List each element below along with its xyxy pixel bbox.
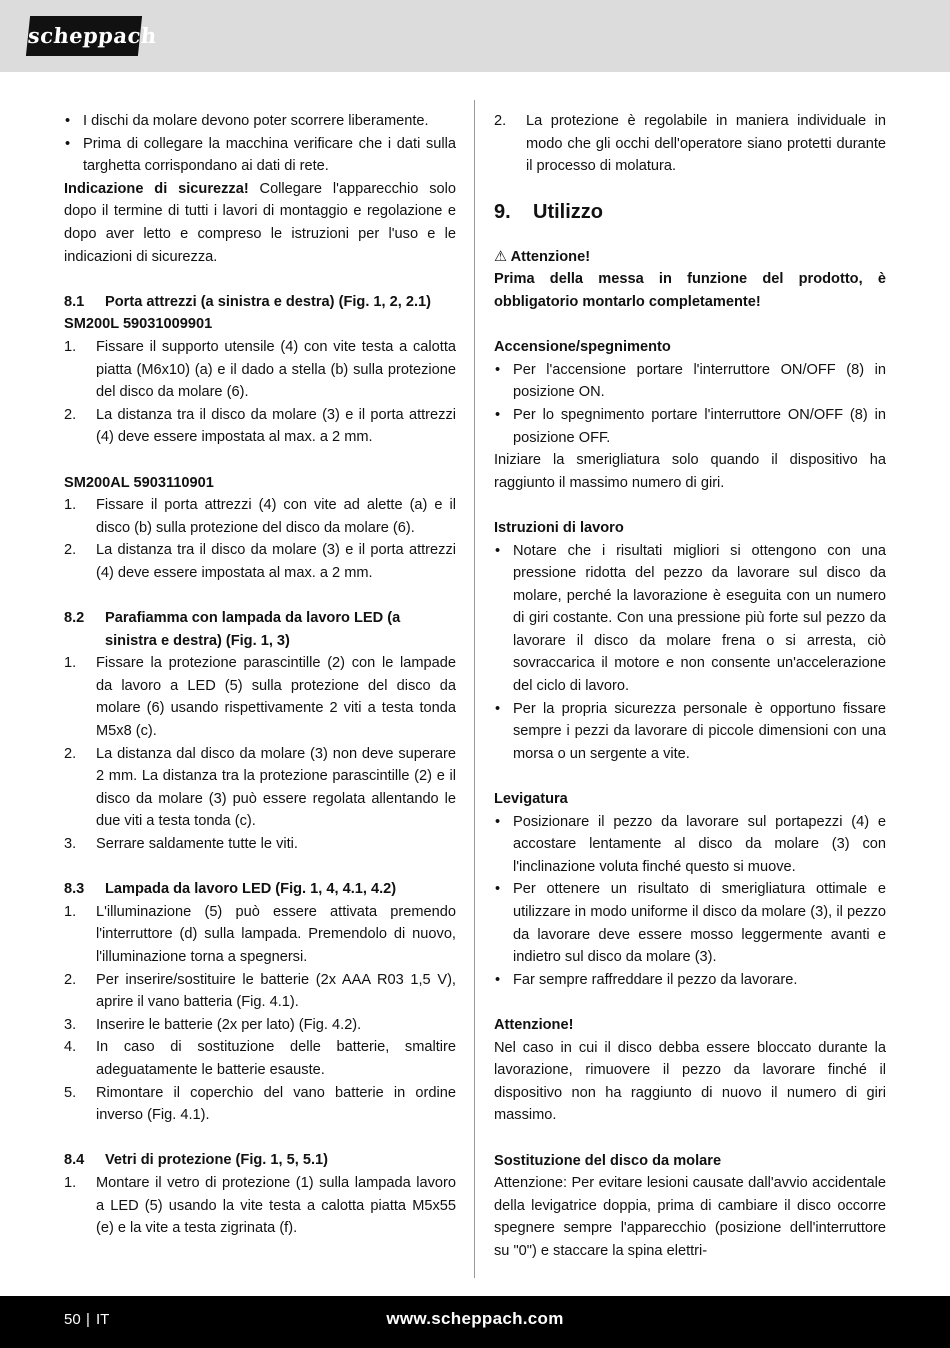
bullet-item: • Per la propria sicurezza personale è opportuno fissare sempre i pezzi da lavorare di piccole dimensioni con una morsa o un sergente a vite. (494, 698, 886, 766)
numbered-step: 3. Inserire le batterie (2x per lato) (Fig. 4.2). (64, 1016, 362, 1033)
subheading-grinding: Levigatura (494, 791, 568, 808)
paragraph: Iniziare la smerigliatura solo quando il dispositivo ha raggiunto il massimo numero di giri. (494, 452, 886, 491)
page-number: 50 (64, 1311, 81, 1328)
bullet-item: • Per l'accensione portare l'interruttore ON/OFF (8) in posizione ON. (494, 359, 886, 404)
subheading-work: Istruzioni di lavoro (494, 519, 624, 536)
attention-text: Prima della messa in funzione del prodotto, è obbligatorio montarlo completamente! (494, 271, 886, 310)
section-title: Parafiamma con lampada da lavoro LED (a sinistra e destra) (Fig. 1, 3) (105, 610, 401, 649)
subheading-onoff: Accensione/spegnimento (494, 339, 671, 356)
page-separator: | (86, 1311, 90, 1328)
numbered-step: 1. Fissare il supporto utensile (4) con vite testa a calotta piatta (M6x10) (a) e il dado a stella (b) sulla protezione del disco da molare (6). (64, 338, 456, 401)
numbered-step: 2. La distanza dal disco da molare (3) non deve superare 2 mm. La distanza tra la protezione parascintille (2) e il disco da molare (3) può essere regolata allentando le due viti a testa tonda (c). (64, 745, 456, 830)
bullet-item: • Prima di collegare la macchina verificare che i dati sulla targhetta corrispondano ai dati di rete. (64, 133, 456, 178)
numbered-step: 4. In caso di sostituzione delle batterie, smaltire adeguatamente le batterie esauste. (64, 1039, 456, 1078)
safety-text: Collegare l'apparecchio solo dopo il termine di tutti i lavori di montaggio e regolazione e dopo aver letto e compreso le istruzioni per l'uso e le indicazioni di sicurezza. (64, 180, 456, 265)
column-divider (474, 100, 475, 1278)
section-title: Porta attrezzi (a sinistra e destra) (Fig. 1, 2, 2.1) (105, 293, 432, 310)
section-title: Vetri di protezione (Fig. 1, 5, 5.1) (105, 1152, 329, 1169)
numbered-step: 2. La distanza tra il disco da molare (3) e il porta attrezzi (4) deve essere impostata al max. a 2 mm. (64, 542, 456, 581)
header-band (0, 0, 950, 72)
bullet-item: • Far sempre raffreddare il pezzo da lavorare. (494, 969, 886, 992)
section-title: Utilizzo (533, 200, 603, 223)
numbered-step: 1. Montare il vetro di protezione (1) sulla lampada lavoro a LED (5) usando la vite testa a calotta piatta M5x55 (e) e la vite a testa zigrinata (f). (64, 1174, 456, 1237)
section-heading-8-2: 8.2 Parafiamma con lampada da lavoro LED (a sinistra e destra) (Fig. 1, 3) (64, 610, 401, 649)
model-heading: SM200L 59031009901 (64, 316, 213, 333)
numbered-step: 1. Fissare la protezione parascintille (2) con le lampade da lavoro a LED (5) sulla protezione del disco da molare (6) usando rispettivamente 2 viti a testa tonda M5x8 (c). (64, 655, 456, 740)
website-link[interactable]: www.scheppach.com (386, 1309, 564, 1328)
section-heading-8-3: 8.3 Lampada da lavoro LED (Fig. 1, 4, 4.1, 4.2) (64, 881, 397, 898)
attention-heading: ⚠ Attenzione! (494, 248, 591, 265)
attention-heading-2: Attenzione! (494, 1016, 574, 1033)
section-heading-8-4: 8.4 Vetri di protezione (Fig. 1, 5, 5.1) (64, 1152, 329, 1169)
warning-triangle-icon: ⚠ (494, 248, 508, 265)
footer-band (0, 1296, 950, 1348)
model-heading: SM200AL 5903110901 (64, 474, 214, 491)
bullet-item: • Posizionare il pezzo da lavorare sul portapezzi (4) e accostare lentamente al disco da molare (3) con l'inclinazione voluta finché questo si muove. (494, 811, 886, 879)
numbered-step: 2. La protezione è regolabile in maniera individuale in modo che gli occhi dell'operatore siano protetti durante il processo di molatura. (494, 113, 886, 175)
numbered-step: 2. Per inserire/sostituire le batterie (2x AAA R03 1,5 V), aprire il vano batteria (Fig. 4.1). (64, 971, 456, 1011)
right-column (494, 110, 886, 1263)
paragraph: Nel caso in cui il disco debba essere bloccato durante la lavorazione, rimuovere il pezzo da lavorare finché il dispositivo non ha raggiunto di nuovo il numero di giri massimo. (494, 1039, 886, 1124)
language-code: IT (96, 1311, 110, 1328)
left-column (64, 110, 456, 1240)
section-heading-9: 9. Utilizzo (494, 200, 603, 223)
numbered-step: 5. Rimontare il coperchio del vano batterie in ordine inverso (Fig. 4.1). (64, 1084, 456, 1124)
bullet-item: • Per lo spegnimento portare l'interruttore ON/OFF (8) in posizione OFF. (494, 404, 886, 449)
numbered-step: 2. La distanza tra il disco da molare (3) e il porta attrezzi (4) deve essere impostata al max. a 2 mm. (64, 406, 456, 446)
numbered-step: 1. L'illuminazione (5) può essere attivata premendo l'interruttore (d) sulla lampada. Premendolo di nuovo, l'illuminazione torna a spegnersi. (64, 903, 456, 965)
numbered-step: 1. Fissare il porta attrezzi (4) con vite ad alette (a) e il disco (b) sulla protezione del disco da molare (6). (64, 497, 456, 536)
safety-label: Indicazione di sicurezza! (64, 180, 249, 197)
safety-note (64, 178, 456, 268)
bullet-item: • Notare che i risultati migliori si ottengono con una pressione ridotta del pezzo da lavorare sul disco da molare, perché la lavorazione è eseguita con un numero di giri costante. Con una pressione più forte sul pezzo da lavorare il disco da molare frena o si arresta, ciò sovraccarica il motore e non consente un'accelerazione del ciclo di lavoro. (494, 540, 886, 698)
bullet-item: • I dischi da molare devono poter scorrere liberamente. (64, 110, 456, 133)
bullet-item: • Per ottenere un risultato di smerigliatura ottimale e utilizzare in modo uniforme il disco da molare (3), il pezzo da lavorare deve essere mosso leggermente avanti e indietro sul disco da molare (3). (494, 878, 886, 968)
section-heading-8-1: 8.1 Porta attrezzi (a sinistra e destra) (Fig. 1, 2, 2.1) (64, 293, 432, 310)
brand-logo: scheppach (26, 16, 142, 56)
numbered-step: 3. Serrare saldamente tutte le viti. (64, 836, 298, 852)
section-title: Lampada da lavoro LED (Fig. 1, 4, 4.1, 4.2) (105, 881, 397, 898)
paragraph: Attenzione: Per evitare lesioni causate dall'avvio accidentale della levigatrice doppia, prima di cambiare il disco occorre spegnere sempre l'apparecchio (posizione dell'interruttore su "0") e staccare la spina elettri- (494, 1175, 886, 1259)
subheading-disc: Sostituzione del disco da molare (494, 1152, 722, 1169)
